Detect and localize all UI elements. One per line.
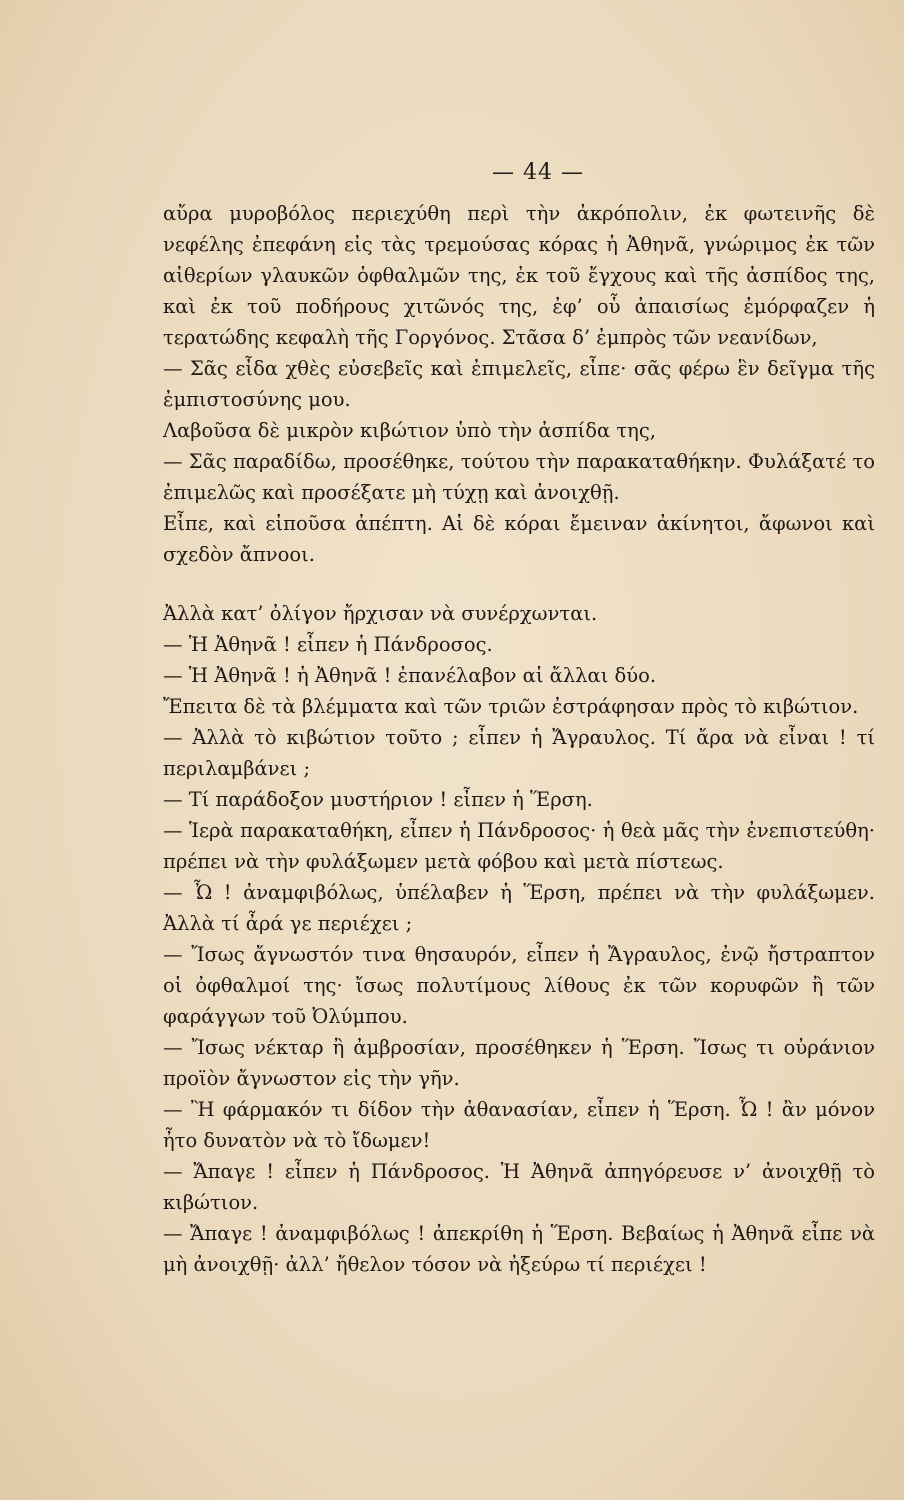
paragraph: αὔρα μυροβόλος περιεχύθη περὶ τὴν ἀκρόπολιν, ἐκ φωτεινῆς δὲ νεφέλης ἐπεφάνη εἰς τὰς τρεμούσας κόρας ἡ Ἀθηνᾶ, γνώριμος ἐκ τῶν αἰθερίων γλαυκῶν ὀφθαλμῶν της, ἐκ τοῦ ἔγχους καὶ τῆς ἀσπίδος της, καὶ ἐκ τοῦ ποδήρους χιτῶνός της, ἐφ’ οὗ ἀπαισίως ἐμόρφαζεν ἡ τερατώδης κεφαλὴ τῆς Γοργόνος. Στᾶσα δ’ ἐμπρὸς τῶν νεανίδων, <box>163 202 875 349</box>
paragraph: Λαβοῦσα δὲ μικρὸν κιβώτιον ὑπὸ τὴν ἀσπίδα της, <box>163 419 656 442</box>
page-text <box>163 198 875 1280</box>
paragraph: — Ἄπαγε ! ἀναμφιβόλως ! ἀπεκρίθη ἡ Ἕρση. Βεβαίως ἡ Ἀθηνᾶ εἶπε νὰ μὴ ἀνοιχθῇ· ἀλλ’ ἤθελον τόσον νὰ ἠξεύρω τί περιέχει ! <box>163 1222 875 1276</box>
paragraph: — Ἡ Ἀθηνᾶ ! εἶπεν ἡ Πάνδροσος. <box>163 633 493 656</box>
paragraph: — Ἡ Ἀθηνᾶ ! ἡ Ἀθηνᾶ ! ἐπανέλαβον αἱ ἄλλαι δύο. <box>163 664 657 687</box>
paragraph: — Ἢ φάρμακόν τι δίδον τὴν ἀθανασίαν, εἶπεν ἡ Ἕρση. Ὦ ! ἂν μόνον ἦτο δυνατὸν νὰ τὸ ἴδωμεν! <box>163 1098 875 1152</box>
paragraph: — Ἴσως νέκταρ ἢ ἀμβροσίαν, προσέθηκεν ἡ Ἕρση. Ἴσως τι οὐράνιον προϊὸν ἄγνωστον εἰς τὴν γῆν. <box>163 1036 875 1090</box>
paragraph: — Σᾶς παραδίδω, προσέθηκε, τούτου τὴν παρακαταθήκην. Φυλάξατέ το ἐπιμελῶς καὶ προσέξατε μὴ τύχῃ καὶ ἀνοιχθῇ. <box>163 450 875 504</box>
paragraph: Εἶπε, καὶ εἰποῦσα ἀπέπτη. Αἱ δὲ κόραι ἔμειναν ἀκίνητοι, ἄφωνοι καὶ σχεδὸν ἄπνοοι. <box>163 512 875 566</box>
paragraph: Ἔπειτα δὲ τὰ βλέμματα καὶ τῶν τριῶν ἐστράφησαν πρὸς τὸ κιβώτιον. <box>163 695 859 718</box>
paragraph: — Ἀλλὰ τὸ κιβώτιον τοῦτο ; εἶπεν ἡ Ἄγραυλος. Τί ἄρα νὰ εἶναι ! τί περιλαμβάνει ; <box>163 726 875 780</box>
paragraph: — Τί παράδοξον μυστήριον ! εἶπεν ἡ Ἕρση. <box>163 788 593 811</box>
paragraph: — Ἱερὰ παρακαταθήκη, εἶπεν ἡ Πάνδροσος· ἡ θεὰ μᾶς τὴν ἐνεπιστεύθη· πρέπει νὰ τὴν φυλάξωμεν μετὰ φόβου καὶ μετὰ πίστεως. <box>163 819 875 873</box>
paragraph: Ἀλλὰ κατ’ ὀλίγον ἤρχισαν νὰ συνέρχωνται. <box>163 602 598 625</box>
paragraph: — Ἴσως ἄγνωστόν τινα θησαυρόν, εἶπεν ἡ Ἄγραυλος, ἐνῷ ἤστραπτον οἱ ὀφθαλμοί της· ἴσως πολυτίμους λίθους ἐκ τῶν κορυφῶν ἢ τῶν φαράγγων τοῦ Ὀλύμπου. <box>163 943 875 1028</box>
paragraph: — Ὦ ! ἀναμφιβόλως, ὑπέλαβεν ἡ Ἕρση, πρέπει νὰ τὴν φυλάξωμεν. Ἀλλὰ τί ἆρά γε περιέχει ; <box>163 881 875 935</box>
paragraph: — Σᾶς εἶδα χθὲς εὐσεβεῖς καὶ ἐπιμελεῖς, εἶπε· σᾶς φέρω ἓν δεῖγμα τῆς ἐμπιστοσύνης μου. <box>163 357 875 411</box>
paragraph: — Ἄπαγε ! εἶπεν ἡ Πάνδροσος. Ἡ Ἀθηνᾶ ἀπηγόρευσε ν’ ἀνοιχθῇ τὸ κιβώτιον. <box>163 1160 875 1214</box>
section-gap <box>163 570 875 598</box>
page-number: — 44 — <box>492 160 584 185</box>
